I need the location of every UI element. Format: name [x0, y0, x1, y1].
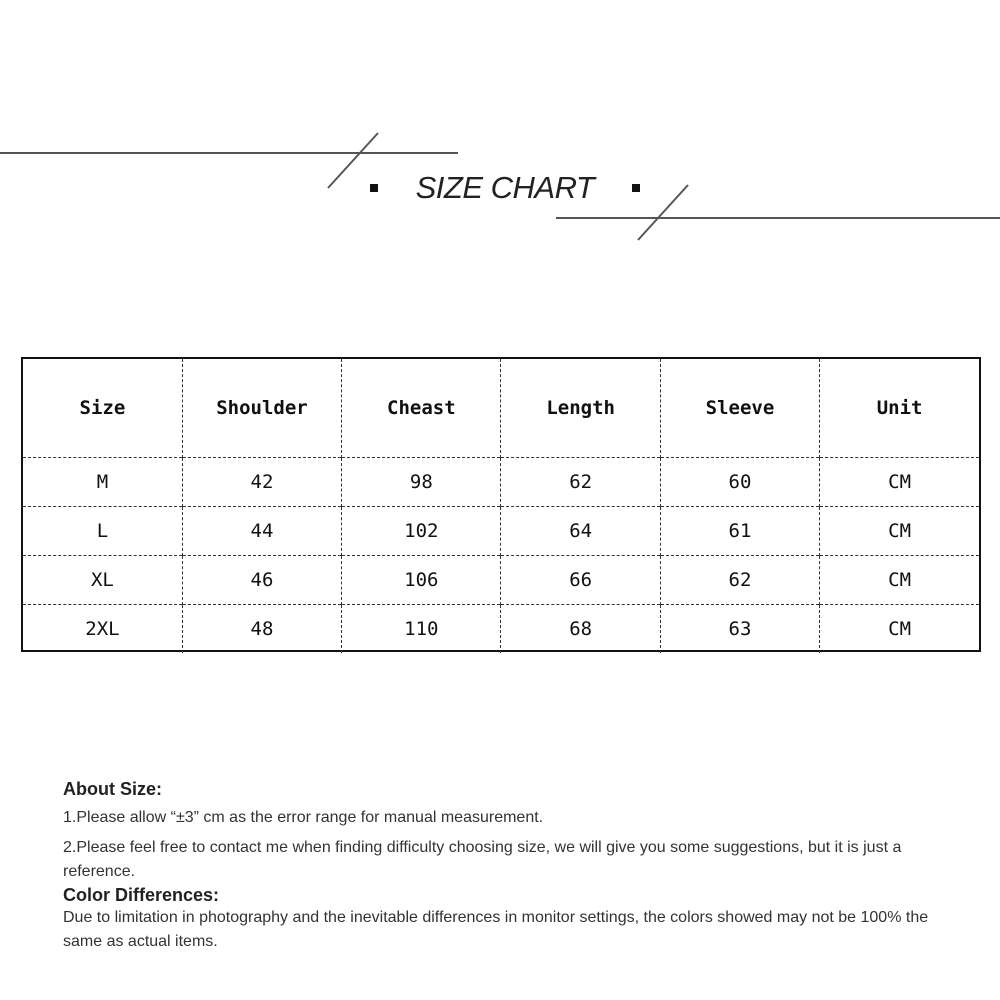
table-row: [23, 458, 979, 507]
table-cell: 46: [182, 556, 341, 605]
column-header-length: Length: [501, 359, 660, 458]
size-table: [23, 359, 979, 653]
table-cell: L: [23, 507, 182, 556]
table-cell: 102: [342, 507, 501, 556]
table-row: [23, 556, 979, 605]
column-header-sleeve: Sleeve: [660, 359, 819, 458]
color-differences-heading: Color Differences:: [63, 885, 220, 905]
notes-section: [63, 778, 943, 954]
table-cell: 63: [660, 605, 819, 654]
table-cell: CM: [820, 507, 979, 556]
column-header-shoulder: Shoulder: [182, 359, 341, 458]
table-cell: 42: [182, 458, 341, 507]
table-cell: 110: [342, 605, 501, 654]
table-cell: 62: [660, 556, 819, 605]
table-cell: 66: [501, 556, 660, 605]
table-cell: CM: [820, 605, 979, 654]
table-row: [23, 507, 979, 556]
about-size-note-2: 2.Please feel free to contact me when finding difficulty choosing size, we will give you some suggestions, but it is just a reference.: [63, 839, 902, 880]
left-bullet-icon: [370, 184, 378, 192]
table-cell: XL: [23, 556, 182, 605]
column-header-chest: Cheast: [342, 359, 501, 458]
table-cell: CM: [820, 458, 979, 507]
header-decoration: [0, 0, 1000, 260]
column-header-unit: Unit: [820, 359, 979, 458]
table-cell: 48: [182, 605, 341, 654]
table-cell: 98: [342, 458, 501, 507]
about-size-heading: About Size:: [63, 779, 162, 799]
table-cell: CM: [820, 556, 979, 605]
table-cell: 106: [342, 556, 501, 605]
table-cell: 62: [501, 458, 660, 507]
table-cell: 68: [501, 605, 660, 654]
page-title: SIZE CHART: [415, 170, 595, 205]
right-slash: [638, 185, 688, 240]
column-header-size: Size: [79, 397, 126, 419]
table-cell: 61: [660, 507, 819, 556]
table-cell: M: [23, 458, 182, 507]
color-differences-note: Due to limitation in photography and the inevitable differences in monitor settings, the colors showed may not be 100% the same as actual items.: [63, 909, 929, 950]
table-row: [23, 605, 979, 654]
size-table-frame: [21, 357, 981, 652]
table-cell: 64: [501, 507, 660, 556]
about-size-note-1: 1.Please allow “±3” cm as the error range for manual measurement.: [63, 809, 544, 826]
table-header-row: [23, 359, 979, 458]
table-cell: 60: [660, 458, 819, 507]
table-cell: 44: [182, 507, 341, 556]
right-bullet-icon: [632, 184, 640, 192]
title-block: [370, 168, 640, 208]
table-cell: 2XL: [23, 605, 182, 654]
